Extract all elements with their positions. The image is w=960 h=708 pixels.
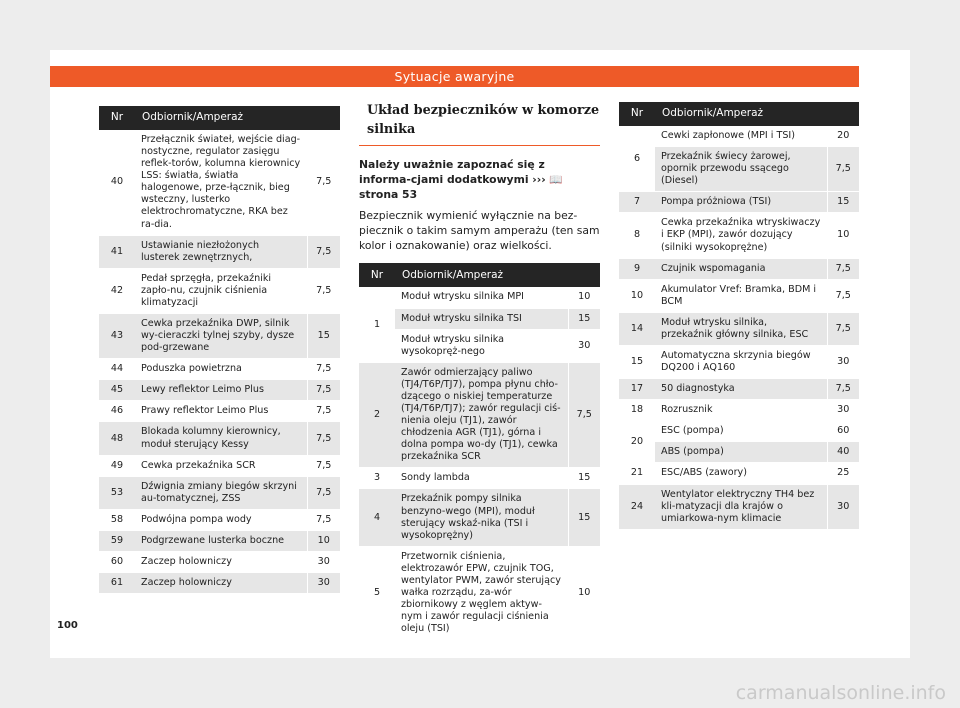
table-row xyxy=(359,362,600,468)
table-row xyxy=(99,455,340,476)
fuse-amperage: 7,5 xyxy=(307,422,340,455)
fuse-description: Wentylator elektryczny TH4 bez kli-matyzacji dla krajów o umiarkowa-nym klimacie xyxy=(655,484,827,529)
fuse-number: 48 xyxy=(99,422,135,455)
fuse-description: Moduł wtrysku silnika TSI xyxy=(395,308,568,329)
intro-bold: Należy uważnie zapoznać się z informa-cjami dodatkowymi ››› xyxy=(359,158,546,186)
fuse-number: 58 xyxy=(99,509,135,530)
fuse-amperage: 7,5 xyxy=(307,268,340,313)
header-label: Odbiornik/Amperaż xyxy=(135,106,340,130)
table-row xyxy=(99,509,340,530)
fuse-description: Cewka przekaźnika SCR xyxy=(135,455,307,476)
book-icon: 📖 xyxy=(549,172,563,186)
fuse-description: Poduszka powietrzna xyxy=(135,359,307,380)
fuse-amperage: 60 xyxy=(827,421,859,442)
section-banner: Sytuacje awaryjne xyxy=(50,66,859,87)
fuse-number: 45 xyxy=(99,380,135,401)
table-row xyxy=(619,147,859,192)
fuse-description: Przetwornik ciśnienia, elektrozawór EPW, czujnik TOG, wentylator PWM, zawór sterujący wałka rozrządu, za-wór zbiornikowy z węglem aktyw-nym i zawór regulacji ciśnienia oleju (TSI) xyxy=(395,546,568,640)
table-row xyxy=(359,308,600,329)
fuse-amperage: 7,5 xyxy=(568,362,600,468)
fuse-description: Cewki zapłonowe (MPI i TSI) xyxy=(655,126,827,147)
table-row xyxy=(99,530,340,551)
fuse-number: 42 xyxy=(99,268,135,313)
fuse-amperage: 7,5 xyxy=(827,312,859,345)
fuse-number: 8 xyxy=(619,213,655,258)
fuse-amperage: 15 xyxy=(827,192,859,213)
fuse-description: Cewka przekaźnika wtryskiwaczy i EKP (MPI), zawór dozujący (silniki wysokoprężne) xyxy=(655,213,827,258)
fuse-amperage: 30 xyxy=(307,552,340,573)
fuse-amperage: 10 xyxy=(307,530,340,551)
header-nr: Nr xyxy=(359,263,395,287)
fuse-description: Moduł wtrysku silnika, przekaźnik główny silnika, ESC xyxy=(655,312,827,345)
fuse-amperage: 7,5 xyxy=(307,359,340,380)
right-fuse-table xyxy=(619,102,859,530)
fuse-description: Czujnik wspomagania xyxy=(655,258,827,279)
table-row xyxy=(99,552,340,573)
fuse-amperage: 15 xyxy=(307,314,340,359)
fuse-number: 1 xyxy=(359,287,395,362)
middle-column xyxy=(359,102,600,640)
fuse-amperage: 25 xyxy=(827,463,859,484)
fuse-amperage: 30 xyxy=(827,346,859,379)
fuse-number: 53 xyxy=(99,476,135,509)
fuse-number: 18 xyxy=(619,400,655,421)
fuse-number: 60 xyxy=(99,552,135,573)
table-row xyxy=(619,312,859,345)
fuse-description: Przełącznik świateł, wejście diag-nostyczne, regulator zasięgu reflek-torów, kolumna kierownicy LSS: światła, światła halogenowe, prze-łącznik, bieg wsteczny, lusterko elektrochromatyczne, RKA bez ra-dia. xyxy=(135,130,307,235)
table-row xyxy=(359,287,600,308)
table-row xyxy=(99,476,340,509)
table-row xyxy=(99,422,340,455)
fuse-amperage: 7,5 xyxy=(827,379,859,400)
table-row xyxy=(359,546,600,640)
left-fuse-table-container xyxy=(99,106,340,594)
fuse-description: Rozrusznik xyxy=(655,400,827,421)
fuse-number: 6 xyxy=(619,126,655,192)
fuse-amperage: 15 xyxy=(568,308,600,329)
fuse-description: ESC/ABS (zawory) xyxy=(655,463,827,484)
table-header-row xyxy=(99,106,340,130)
middle-fuse-table xyxy=(359,263,600,640)
right-fuse-table-container xyxy=(619,102,859,530)
intro-ref[interactable]: strona 53 xyxy=(359,187,418,201)
fuse-amperage: 7,5 xyxy=(307,455,340,476)
table-header-row xyxy=(359,263,600,287)
fuse-amperage: 7,5 xyxy=(827,279,859,312)
table-row xyxy=(619,192,859,213)
fuse-number: 15 xyxy=(619,346,655,379)
fuse-description: Akumulator Vref: Bramka, BDM i BCM xyxy=(655,279,827,312)
fuse-number: 43 xyxy=(99,314,135,359)
fuse-number: 14 xyxy=(619,312,655,345)
fuse-amperage: 15 xyxy=(568,489,600,546)
fuse-description: ABS (pompa) xyxy=(655,442,827,463)
fuse-description: 50 diagnostyka xyxy=(655,379,827,400)
fuse-number: 46 xyxy=(99,401,135,422)
fuse-amperage: 30 xyxy=(827,400,859,421)
table-row xyxy=(99,130,340,235)
fuse-amperage: 7,5 xyxy=(307,380,340,401)
table-row xyxy=(99,314,340,359)
table-row xyxy=(99,235,340,268)
fuse-description: Podgrzewane lusterka boczne xyxy=(135,530,307,551)
table-row xyxy=(619,258,859,279)
fuse-description: Moduł wtrysku silnika wysokopręż-nego xyxy=(395,329,568,362)
fuse-number: 10 xyxy=(619,279,655,312)
fuse-number: 9 xyxy=(619,258,655,279)
fuse-description: Podwójna pompa wody xyxy=(135,509,307,530)
watermark: carmanualsonline.info xyxy=(735,682,946,704)
fuse-number: 17 xyxy=(619,379,655,400)
fuse-amperage: 10 xyxy=(827,213,859,258)
fuse-description: Cewka przekaźnika DWP, silnik wy-cieraczki tylnej szyby, dysze pod-grzewane xyxy=(135,314,307,359)
table-row xyxy=(99,380,340,401)
table-row xyxy=(619,379,859,400)
table-row xyxy=(99,359,340,380)
fuse-description: Lewy reflektor Leimo Plus xyxy=(135,380,307,401)
section-heading: Układ bezpieczników w komorze silnika xyxy=(359,102,600,146)
page-number: 100 xyxy=(57,620,78,631)
fuse-description: Blokada kolumny kierownicy, moduł sterujący Kessy xyxy=(135,422,307,455)
fuse-number: 41 xyxy=(99,235,135,268)
left-table-body xyxy=(99,130,340,594)
fuse-number: 20 xyxy=(619,421,655,463)
table-row xyxy=(619,484,859,529)
fuse-number: 3 xyxy=(359,468,395,489)
fuse-amperage: 30 xyxy=(568,329,600,362)
fuse-description: Sondy lambda xyxy=(395,468,568,489)
fuse-amperage: 30 xyxy=(827,484,859,529)
fuse-amperage: 7,5 xyxy=(307,476,340,509)
table-row xyxy=(619,421,859,442)
table-row xyxy=(619,279,859,312)
fuse-amperage: 7,5 xyxy=(307,401,340,422)
fuse-number: 21 xyxy=(619,463,655,484)
fuse-amperage: 40 xyxy=(827,442,859,463)
fuse-number: 24 xyxy=(619,484,655,529)
fuse-description: ESC (pompa) xyxy=(655,421,827,442)
header-label: Odbiornik/Amperaż xyxy=(395,263,600,287)
right-table-body xyxy=(619,126,859,529)
fuse-number: 7 xyxy=(619,192,655,213)
table-row xyxy=(99,268,340,313)
fuse-number: 61 xyxy=(99,573,135,594)
fuse-description: Przekaźnik świecy żarowej, opornik przewodu ssącego (Diesel) xyxy=(655,147,827,192)
table-row xyxy=(359,329,600,362)
header-nr: Nr xyxy=(619,102,655,126)
fuse-description: Przekaźnik pompy silnika benzyno-wego (MPI), moduł sterujący wskaź-nika (TSI i wysokoprężny) xyxy=(395,489,568,546)
fuse-description: Moduł wtrysku silnika MPI xyxy=(395,287,568,308)
fuse-amperage: 7,5 xyxy=(827,258,859,279)
table-row xyxy=(619,346,859,379)
fuse-description: Zaczep holowniczy xyxy=(135,573,307,594)
fuse-number: 2 xyxy=(359,362,395,468)
fuse-amperage: 10 xyxy=(568,546,600,640)
header-label: Odbiornik/Amperaż xyxy=(655,102,859,126)
fuse-amperage: 7,5 xyxy=(827,147,859,192)
fuse-description: Zaczep holowniczy xyxy=(135,552,307,573)
table-row xyxy=(619,463,859,484)
fuse-description: Pedał sprzęgła, przekaźniki zapło-nu, czujnik ciśnienia klimatyzacji xyxy=(135,268,307,313)
table-row xyxy=(359,468,600,489)
fuse-description: Ustawianie niezłożonych lusterek zewnętrznych, xyxy=(135,235,307,268)
fuse-amperage: 7,5 xyxy=(307,509,340,530)
body-text: Bezpiecznik wymienić wyłącznie na bez-piecznik o takim samym amperażu (ten sam kolor i oznakowanie) oraz wielkości. xyxy=(359,208,600,252)
fuse-description: Automatyczna skrzynia biegów DQ200 i AQ160 xyxy=(655,346,827,379)
table-row xyxy=(359,489,600,546)
table-row xyxy=(619,126,859,147)
table-row xyxy=(99,573,340,594)
header-nr: Nr xyxy=(99,106,135,130)
table-row xyxy=(99,401,340,422)
table-row xyxy=(619,213,859,258)
table-row xyxy=(619,400,859,421)
fuse-amperage: 10 xyxy=(568,287,600,308)
table-row xyxy=(619,442,859,463)
fuse-number: 59 xyxy=(99,530,135,551)
middle-table-body xyxy=(359,287,600,639)
fuse-amperage: 20 xyxy=(827,126,859,147)
fuse-number: 4 xyxy=(359,489,395,546)
fuse-description: Prawy reflektor Leimo Plus xyxy=(135,401,307,422)
fuse-number: 5 xyxy=(359,546,395,640)
fuse-number: 49 xyxy=(99,455,135,476)
fuse-description: Zawór odmierzający paliwo (TJ4/T6P/TJ7), pompa płynu chło-dzącego o niskiej temperaturze (TJ4/T6P/TJ7); zawór regulacji ciś-nienia oleju (TJ1), zawór chłodzenia AGR (TJ1), górna i dolna pompa wo-dy (TJ1), cewka przekaźnika SCR xyxy=(395,362,568,468)
fuse-amperage: 15 xyxy=(568,468,600,489)
fuse-number: 44 xyxy=(99,359,135,380)
fuse-description: Pompa próżniowa (TSI) xyxy=(655,192,827,213)
table-header-row xyxy=(619,102,859,126)
fuse-description: Dźwignia zmiany biegów skrzyni au-tomatycznej, ZSS xyxy=(135,476,307,509)
fuse-amperage: 7,5 xyxy=(307,130,340,235)
intro-text xyxy=(359,158,600,203)
fuse-amperage: 7,5 xyxy=(307,235,340,268)
left-fuse-table xyxy=(99,106,340,594)
fuse-number: 40 xyxy=(99,130,135,235)
fuse-amperage: 30 xyxy=(307,573,340,594)
